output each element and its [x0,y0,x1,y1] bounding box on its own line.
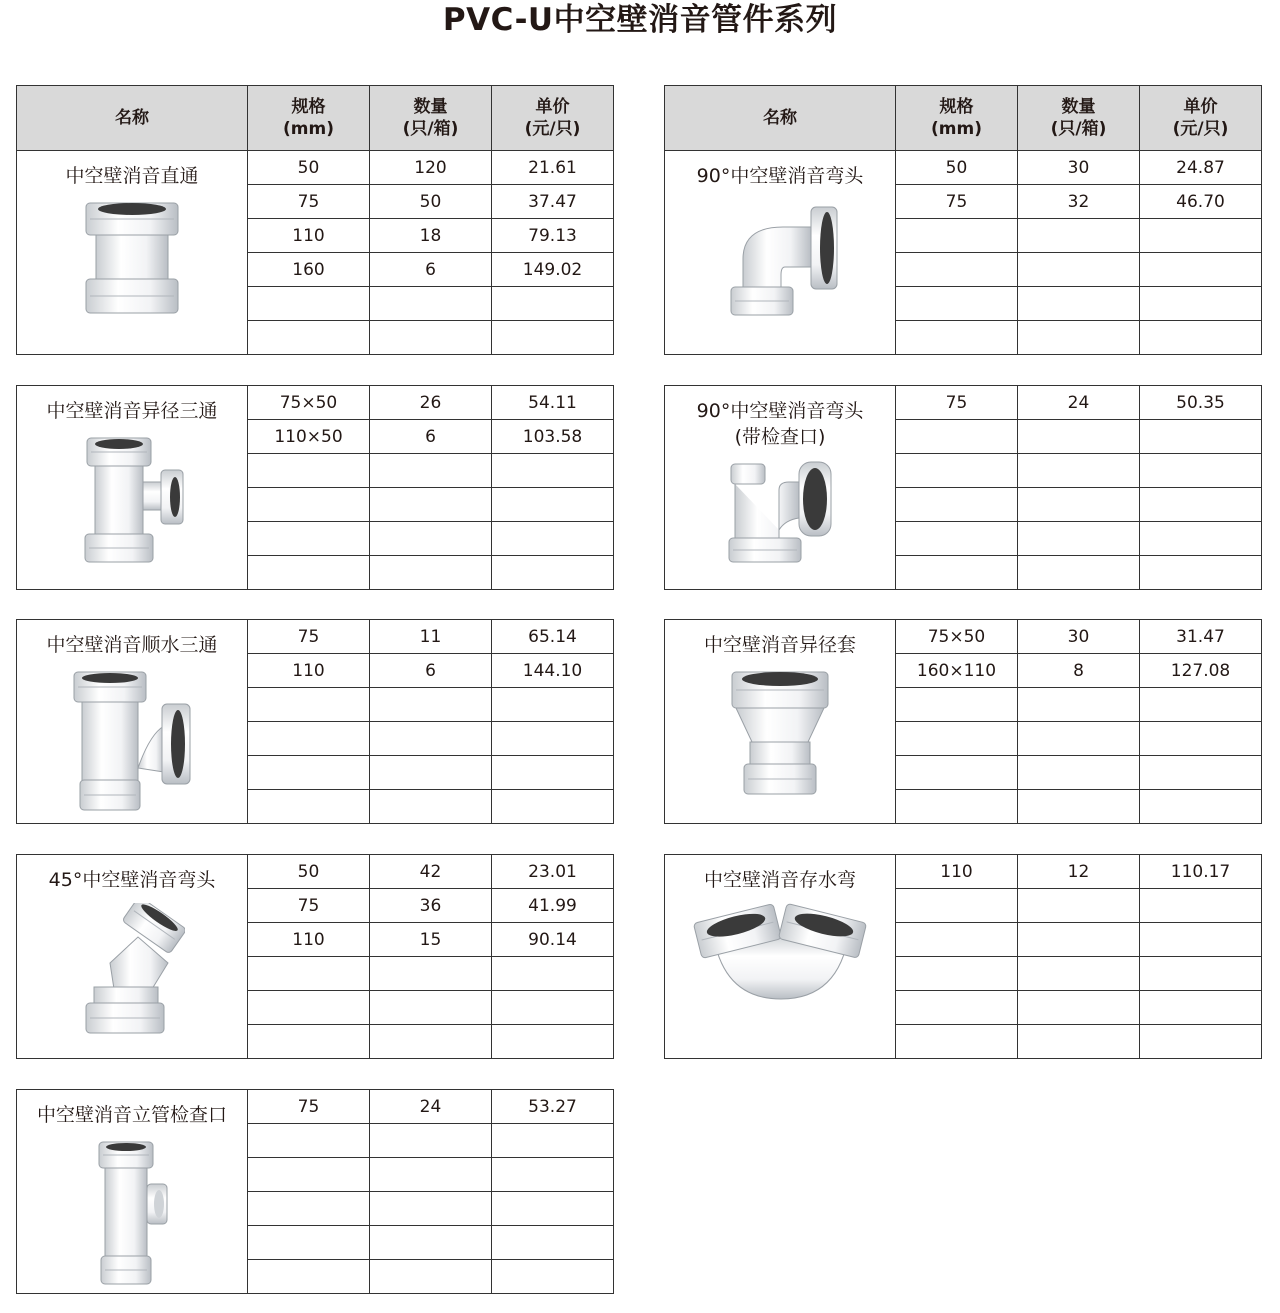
price-cell: 41.99 [492,889,614,923]
table-header-row [17,86,614,151]
product-name: 中空壁消音异径三通 [46,400,218,422]
price-cell: 46.70 [1140,185,1262,219]
price-cell [492,321,614,355]
spec-cell [248,1260,370,1294]
price-cell [1140,454,1262,488]
table-row [17,855,614,889]
price-cell [492,1226,614,1260]
spec-cell [248,756,370,790]
price-cell [492,688,614,722]
spec-cell: 75 [248,889,370,923]
spec-cell [896,923,1018,957]
product-name: 中空壁消音存水弯 [703,869,856,891]
price-cell: 144.10 [492,654,614,688]
spec-cell [896,889,1018,923]
elbow-45-image [80,903,185,1038]
spec-cell [896,287,1018,321]
qty-cell: 36 [370,889,492,923]
product-name-cell [17,386,248,590]
spec-cell: 50 [896,151,1018,185]
spec-cell [896,219,1018,253]
price-cell [1140,321,1262,355]
product-name-cell [17,1090,248,1294]
price-cell [1140,991,1262,1025]
price-cell [492,756,614,790]
price-cell [1140,688,1262,722]
price-cell [1140,957,1262,991]
elbow-90-image [723,199,838,319]
page-title: PVC-U中空壁消音管件系列 [442,2,838,38]
qty-cell [370,790,492,824]
qty-cell [1018,556,1140,590]
price-cell: 149.02 [492,253,614,287]
qty-cell: 6 [370,253,492,287]
spec-cell [896,420,1018,454]
price-cell [1140,420,1262,454]
product-name-cell [17,855,248,1059]
product-block-p2 [664,85,1262,355]
qty-cell [370,957,492,991]
spec-cell [248,454,370,488]
spec-cell [248,488,370,522]
price-cell: 65.14 [492,620,614,654]
spec-cell [248,321,370,355]
spec-cell [248,688,370,722]
elbow-check-image [725,460,835,565]
price-cell: 21.61 [492,151,614,185]
price-cell [1140,287,1262,321]
spec-cell: 75 [248,620,370,654]
header-spec: 规格 (mm) [896,86,1018,151]
product-block-p3 [16,385,614,590]
price-cell [492,488,614,522]
product-table [664,385,1262,590]
qty-cell [1018,287,1140,321]
spec-cell [896,991,1018,1025]
table-row [17,1090,614,1124]
product-table [16,385,614,590]
spec-cell [896,488,1018,522]
qty-cell: 8 [1018,654,1140,688]
product-table [16,85,614,355]
spec-cell: 160×110 [896,654,1018,688]
price-cell [492,722,614,756]
spec-cell: 75 [896,386,1018,420]
spec-cell [896,722,1018,756]
product-name-sub: (带检查口) [734,426,826,448]
price-cell [1140,253,1262,287]
p-trap-image [693,903,868,1003]
price-cell: 90.14 [492,923,614,957]
qty-cell [1018,756,1140,790]
product-block-p7 [16,854,614,1059]
price-cell: 23.01 [492,855,614,889]
spec-cell [248,1158,370,1192]
qty-cell: 30 [1018,620,1140,654]
header-spec: 规格 (mm) [248,86,370,151]
product-table [664,85,1262,355]
qty-cell [1018,889,1140,923]
table-header-row [665,86,1262,151]
header-name: 名称 [665,86,896,151]
spec-cell [896,253,1018,287]
spec-cell [248,522,370,556]
product-name: 45°中空壁消音弯头 [48,869,216,891]
qty-cell: 42 [370,855,492,889]
spec-cell [896,522,1018,556]
qty-cell [1018,321,1140,355]
qty-cell: 24 [1018,386,1140,420]
qty-cell [370,454,492,488]
spec-cell [248,287,370,321]
product-name-cell [665,855,896,1059]
spec-cell: 50 [248,151,370,185]
table-row [665,855,1262,889]
price-cell [492,790,614,824]
price-cell [492,1260,614,1294]
table-row [17,386,614,420]
product-block-p4 [664,385,1262,590]
product-name-cell [665,151,896,355]
qty-cell [1018,454,1140,488]
product-name-cell [665,386,896,590]
spec-cell [248,1025,370,1059]
qty-cell [370,1158,492,1192]
price-cell [1140,219,1262,253]
qty-cell [370,991,492,1025]
qty-cell [370,722,492,756]
spec-cell: 110 [248,219,370,253]
spec-cell: 110 [248,923,370,957]
qty-cell: 12 [1018,855,1140,889]
qty-cell [1018,219,1140,253]
price-cell: 37.47 [492,185,614,219]
spec-cell: 75 [248,1090,370,1124]
product-block-p1 [16,85,614,355]
price-cell [1140,556,1262,590]
spec-cell: 110 [248,654,370,688]
price-cell [492,1192,614,1226]
product-block-p9 [16,1089,614,1294]
price-cell [1140,923,1262,957]
spec-cell [248,991,370,1025]
price-cell [1140,1025,1262,1059]
qty-cell [370,488,492,522]
product-block-p5 [16,619,614,824]
spec-cell [248,1226,370,1260]
qty-cell: 30 [1018,151,1140,185]
qty-cell [1018,1025,1140,1059]
header-price: 单价 (元/只) [1140,86,1262,151]
qty-cell [1018,488,1140,522]
qty-cell [1018,991,1140,1025]
qty-cell: 24 [370,1090,492,1124]
qty-cell [1018,722,1140,756]
spec-cell: 110×50 [248,420,370,454]
spec-cell [896,454,1018,488]
product-name: 90°中空壁消音弯头 [696,400,864,422]
product-name: 中空壁消音直通 [65,165,199,187]
price-cell [492,957,614,991]
qty-cell: 15 [370,923,492,957]
spec-cell: 110 [896,855,1018,889]
spec-cell [248,556,370,590]
product-name: 中空壁消音立管检查口 [36,1104,227,1126]
price-cell [492,454,614,488]
qty-cell: 26 [370,386,492,420]
table-row [665,386,1262,420]
qty-cell [1018,253,1140,287]
spec-cell [248,790,370,824]
product-table [664,854,1262,1059]
qty-cell: 6 [370,654,492,688]
qty-cell [370,556,492,590]
qty-cell: 50 [370,185,492,219]
price-cell [492,991,614,1025]
straight-coupling-image [82,199,182,319]
product-table [16,619,614,824]
qty-cell: 11 [370,620,492,654]
reducer-tee-image [77,434,187,564]
header-qty: 数量 (只/箱) [370,86,492,151]
qty-cell [370,321,492,355]
price-cell [492,1158,614,1192]
price-cell [1140,790,1262,824]
product-table [16,1089,614,1294]
qty-cell [370,1226,492,1260]
spec-cell [896,688,1018,722]
spec-cell [896,756,1018,790]
product-name-cell [665,620,896,824]
spec-cell: 75 [248,185,370,219]
header-price: 单价 (元/只) [492,86,614,151]
qty-cell [370,522,492,556]
product-name: 90°中空壁消音弯头 [696,165,864,187]
qty-cell [370,756,492,790]
product-name: 中空壁消音异径套 [703,634,856,656]
qty-cell [1018,923,1140,957]
product-block-p8 [664,854,1262,1059]
price-cell: 110.17 [1140,855,1262,889]
spec-cell [248,957,370,991]
spec-cell: 75×50 [896,620,1018,654]
check-pipe-image [95,1138,170,1288]
reducer-image [728,668,833,798]
price-cell [492,1124,614,1158]
qty-cell: 32 [1018,185,1140,219]
spec-cell [248,1192,370,1226]
spec-cell [896,556,1018,590]
qty-cell: 120 [370,151,492,185]
header-name: 名称 [17,86,248,151]
spec-cell [896,957,1018,991]
table-row [17,620,614,654]
price-cell: 103.58 [492,420,614,454]
price-cell [1140,522,1262,556]
qty-cell [370,287,492,321]
qty-cell [1018,522,1140,556]
table-row [17,151,614,185]
price-cell [492,522,614,556]
product-block-p6 [664,619,1262,824]
spec-cell [896,790,1018,824]
product-name: 中空壁消音顺水三通 [46,634,218,656]
spec-cell: 75 [896,185,1018,219]
price-cell [1140,488,1262,522]
qty-cell [370,1260,492,1294]
price-cell [1140,889,1262,923]
spec-cell [248,722,370,756]
sweep-tee-image [70,668,195,813]
price-cell [492,556,614,590]
product-name-cell [17,620,248,824]
qty-cell [1018,420,1140,454]
qty-cell [1018,957,1140,991]
price-cell: 53.27 [492,1090,614,1124]
qty-cell [370,688,492,722]
table-row [665,151,1262,185]
spec-cell: 75×50 [248,386,370,420]
price-cell: 54.11 [492,386,614,420]
qty-cell [370,1124,492,1158]
spec-cell [248,1124,370,1158]
product-table [16,854,614,1059]
price-cell: 127.08 [1140,654,1262,688]
qty-cell [370,1025,492,1059]
price-cell [492,1025,614,1059]
product-name-cell [17,151,248,355]
table-row [665,620,1262,654]
qty-cell [1018,688,1140,722]
product-table [664,619,1262,824]
price-cell: 31.47 [1140,620,1262,654]
qty-cell [370,1192,492,1226]
price-cell: 79.13 [492,219,614,253]
spec-cell [896,1025,1018,1059]
price-cell [1140,756,1262,790]
price-cell: 50.35 [1140,386,1262,420]
header-qty: 数量 (只/箱) [1018,86,1140,151]
qty-cell [1018,790,1140,824]
price-cell [1140,722,1262,756]
spec-cell: 50 [248,855,370,889]
qty-cell: 18 [370,219,492,253]
price-cell: 24.87 [1140,151,1262,185]
price-cell [492,287,614,321]
spec-cell [896,321,1018,355]
qty-cell: 6 [370,420,492,454]
spec-cell: 160 [248,253,370,287]
